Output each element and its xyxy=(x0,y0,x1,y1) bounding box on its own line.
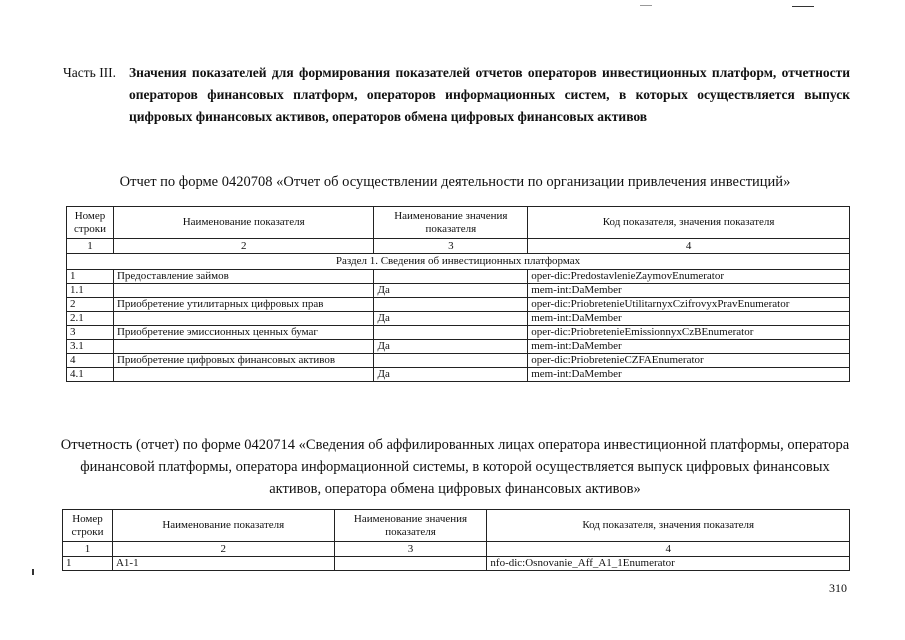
margin-mark xyxy=(32,569,34,575)
column-number: 2 xyxy=(113,239,373,254)
header-cell: Код показателя, значения показателя xyxy=(528,207,850,239)
indicator-name: Приобретение цифровых финансовых активов xyxy=(113,354,373,368)
scan-artifact-line xyxy=(792,6,814,7)
indicator-name: Предоставление займов xyxy=(113,270,373,284)
scan-artifact-dash xyxy=(640,5,652,6)
table-row xyxy=(67,354,850,368)
indicator-code: mem-int:DaMember xyxy=(528,368,850,382)
header-cell: Наименование показателя xyxy=(113,207,373,239)
header-cell: Наименование значения показателя xyxy=(334,510,487,542)
report1-table xyxy=(66,206,850,382)
table-row xyxy=(67,326,850,340)
table-header-row xyxy=(63,510,850,542)
column-number-row xyxy=(67,239,850,254)
indicator-name: Приобретение эмиссионных ценных бумаг xyxy=(113,326,373,340)
column-number: 1 xyxy=(63,542,113,557)
indicator-code: oper-dic:PredostavlenieZaymovEnumerator xyxy=(528,270,850,284)
table-header-row xyxy=(67,207,850,239)
indicator-name xyxy=(113,368,373,382)
column-number: 1 xyxy=(67,239,114,254)
column-number: 4 xyxy=(528,239,850,254)
indicator-value xyxy=(334,557,487,571)
indicator-value xyxy=(374,354,528,368)
indicator-value: Да xyxy=(374,340,528,354)
indicator-name xyxy=(113,312,373,326)
part-title: Значения показателей для формирования показателей отчетов операторов инвестиционных платформ, отчетности операторов финансовых платформ, операторов информационных систем, в которых осуществляется выпуск цифровых финансовых активов, операторов обмена цифровых финансовых активов xyxy=(129,65,850,124)
row-number: 1 xyxy=(67,270,114,284)
indicator-code: oper-dic:PriobretenieUtilitarnyxCzifrovyxPravEnumerator xyxy=(528,298,850,312)
indicator-code: nfo-dic:Osnovanie_Aff_A1_1Enumerator xyxy=(487,557,850,571)
column-number: 3 xyxy=(334,542,487,557)
indicator-value: Да xyxy=(374,284,528,298)
column-number: 4 xyxy=(487,542,850,557)
table-row xyxy=(67,270,850,284)
indicator-code: mem-int:DaMember xyxy=(528,312,850,326)
row-number: 4.1 xyxy=(67,368,114,382)
indicator-value: Да xyxy=(374,368,528,382)
page-number: 310 xyxy=(829,581,847,595)
table-row xyxy=(67,312,850,326)
indicator-code: oper-dic:PriobretenieCZFAEnumerator xyxy=(528,354,850,368)
header-cell: Код показателя, значения показателя xyxy=(487,510,850,542)
column-number: 3 xyxy=(374,239,528,254)
table-row xyxy=(67,298,850,312)
indicator-name xyxy=(113,340,373,354)
column-number-row xyxy=(63,542,850,557)
row-number: 3 xyxy=(67,326,114,340)
table-row xyxy=(67,284,850,298)
indicator-value: Да xyxy=(374,312,528,326)
part-label: Часть III. xyxy=(63,65,117,80)
row-number: 2.1 xyxy=(67,312,114,326)
indicator-name xyxy=(113,284,373,298)
part-heading xyxy=(63,62,850,128)
header-cell: Наименование значения показателя xyxy=(374,207,528,239)
indicator-value xyxy=(374,326,528,340)
table-row xyxy=(67,368,850,382)
row-number: 1 xyxy=(63,557,113,571)
indicator-value xyxy=(374,270,528,284)
section-title: Раздел 1. Сведения об инвестиционных платформах xyxy=(67,254,850,270)
header-cell: Наименование показателя xyxy=(112,510,334,542)
indicator-value xyxy=(374,298,528,312)
indicator-name: A1-1 xyxy=(112,557,334,571)
indicator-code: mem-int:DaMember xyxy=(528,340,850,354)
indicator-name: Приобретение утилитарных цифровых прав xyxy=(113,298,373,312)
header-cell: Номер строки xyxy=(67,207,114,239)
indicator-code: mem-int:DaMember xyxy=(528,284,850,298)
row-number: 2 xyxy=(67,298,114,312)
column-number: 2 xyxy=(112,542,334,557)
row-number: 1.1 xyxy=(67,284,114,298)
row-number: 3.1 xyxy=(67,340,114,354)
table-row xyxy=(63,557,850,571)
table-row xyxy=(67,340,850,354)
row-number: 4 xyxy=(67,354,114,368)
report1-caption: Отчет по форме 0420708 «Отчет об осуществлении деятельности по организации привлечения инвестиций» xyxy=(119,174,791,190)
report2-caption: Отчетность (отчет) по форме 0420714 «Сведения об аффилированных лицах оператора инвестиционной платформы, оператора финансовой платформы, оператора информационной системы, в которой осуществляется выпуск цифровых финансовых активов, оператора обмена цифровых финансовых активов» xyxy=(60,437,850,497)
report2-table xyxy=(62,509,850,571)
indicator-code: oper-dic:PriobretenieEmissionnyxCzBEnumerator xyxy=(528,326,850,340)
section-row xyxy=(67,254,850,270)
header-cell: Номер строки xyxy=(63,510,113,542)
